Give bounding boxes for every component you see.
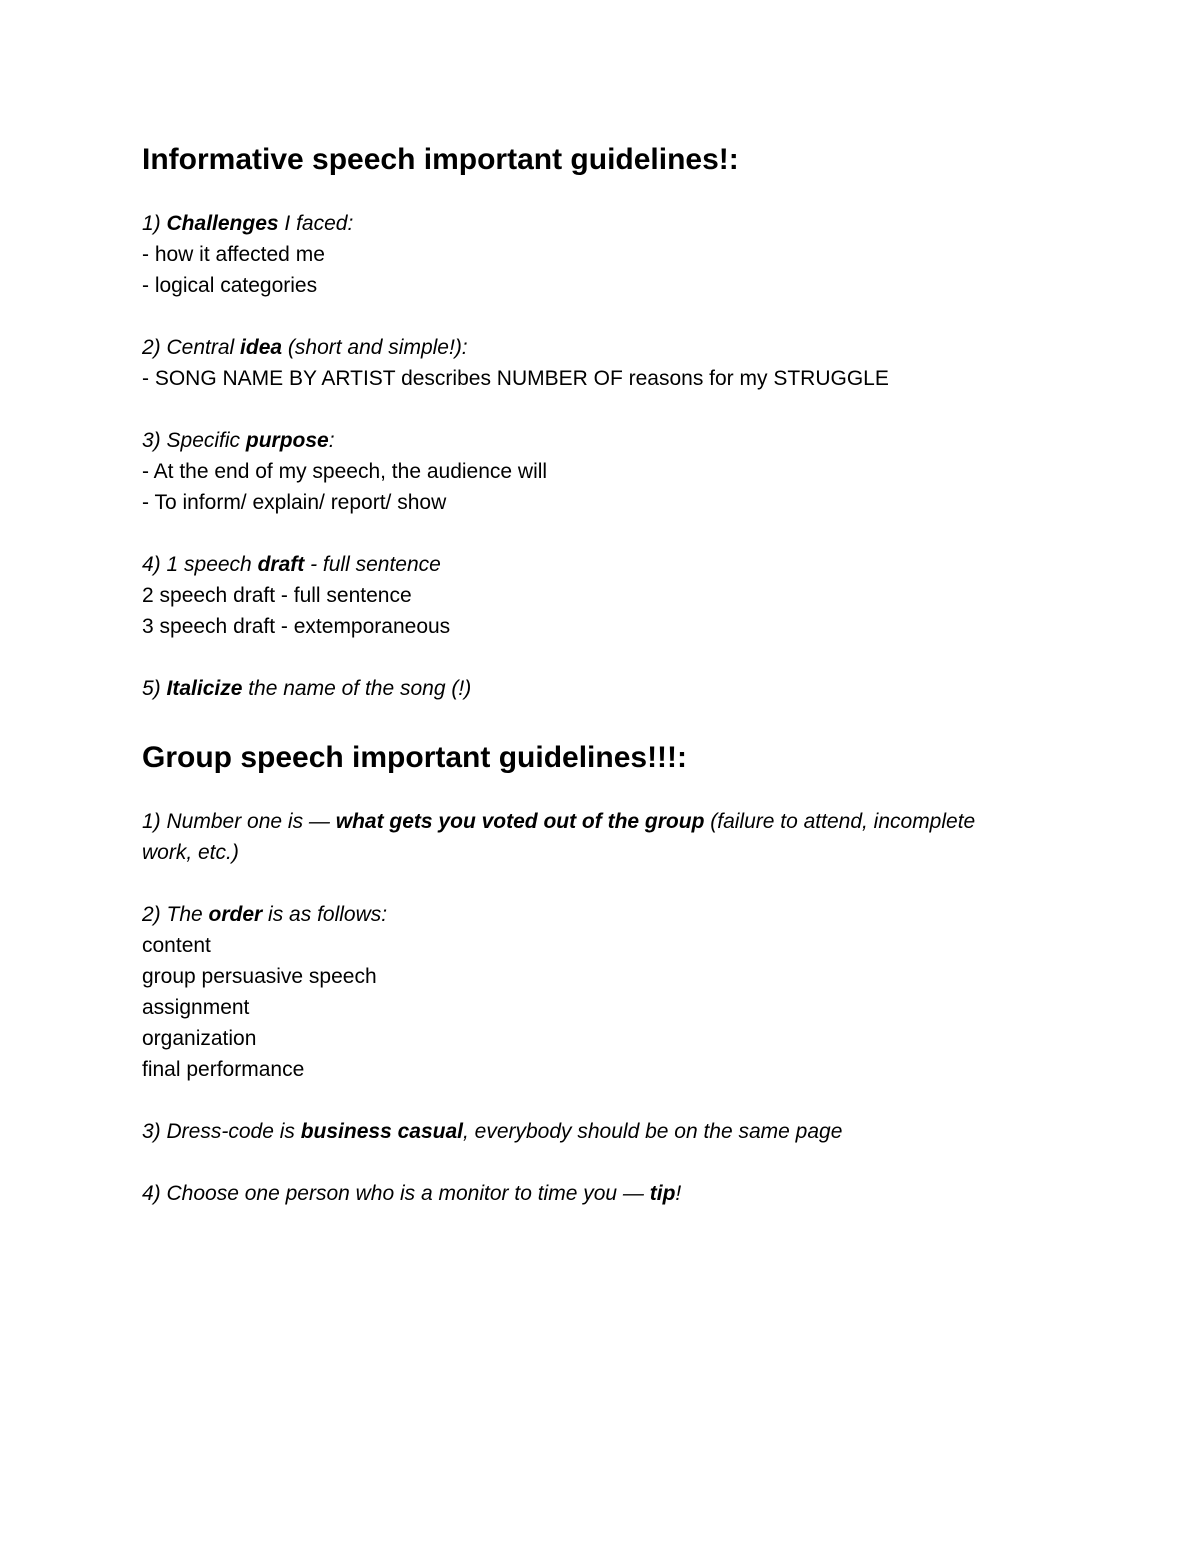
list-item: organization [142,1027,257,1050]
section-heading: Group speech important guidelines!!!: [142,741,688,774]
list-item: assignment [142,996,250,1019]
section-informative [142,140,1042,704]
list-item: final performance [142,1058,305,1081]
item-heading: 4) Choose one person who is a monitor to time you — tip! [142,1182,682,1205]
item-heading: 1) Challenges I faced: [142,212,354,235]
item-heading: 3) Specific purpose: [142,429,335,452]
list-item: 3 speech draft - extemporaneous [142,615,451,638]
list-item: - To inform/ explain/ report/ show [142,491,447,514]
list-item: - At the end of my speech, the audience will [142,460,548,483]
list-item: - logical categories [142,274,318,297]
item-heading: 1) Number one is — what gets you voted out of the group (failure to attend, incomplete work, etc.) [142,810,976,864]
list-item: - SONG NAME BY ARTIST describes NUMBER OF reasons for my STRUGGLE [142,367,889,390]
section-heading: Informative speech important guidelines!: [142,143,739,176]
list-item: - how it affected me [142,243,325,266]
item-heading: 3) Dress-code is business casual, everybody should be on the same page [142,1120,843,1143]
item-heading: 4) 1 speech draft - full sentence [142,553,441,576]
list-item: group persuasive speech [142,965,377,988]
item-heading: 5) Italicize the name of the song (!) [142,677,472,700]
document-page [142,140,1042,1209]
section-group [142,738,1042,1209]
list-item: content [142,934,211,957]
item-heading: 2) The order is as follows: [142,903,388,926]
item-heading: 2) Central idea (short and simple!): [142,336,468,359]
list-item: 2 speech draft - full sentence [142,584,412,607]
